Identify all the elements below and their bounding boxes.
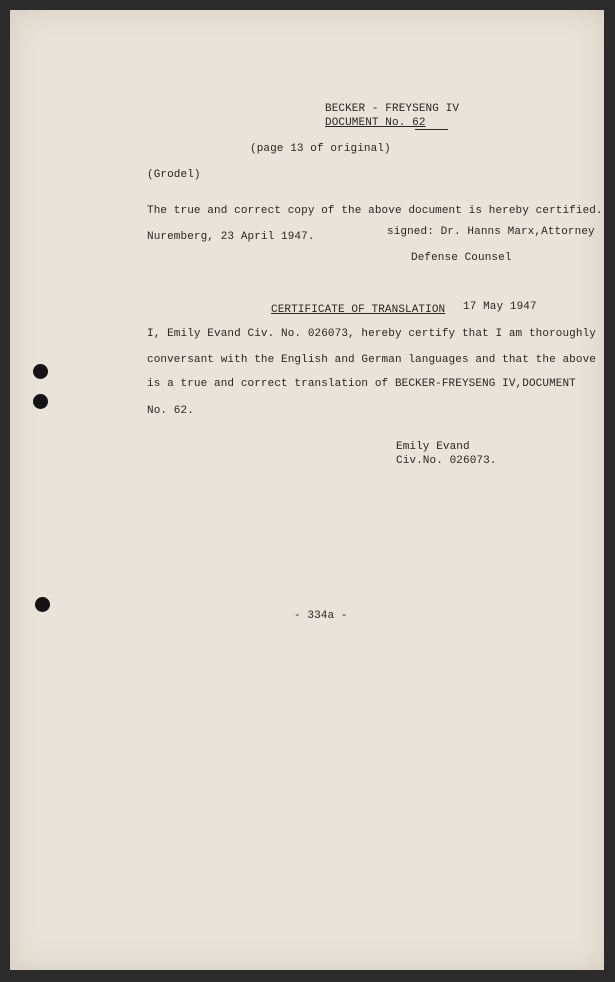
certification-signed: signed: Dr. Hanns Marx,Attorney bbox=[387, 226, 595, 238]
page-reference: (page 13 of original) bbox=[250, 143, 391, 155]
header-line-2: DOCUMENT No. 62 bbox=[325, 117, 426, 129]
translation-body-line: I, Emily Evand Civ. No. 026073, hereby certify that I am thoroughly bbox=[147, 328, 596, 340]
punch-hole bbox=[35, 597, 50, 612]
signer-name: (Grodel) bbox=[147, 169, 201, 181]
translator-signature-civ: Civ.No. 026073. bbox=[396, 455, 497, 467]
translation-certificate-title: CERTIFICATE OF TRANSLATION bbox=[271, 304, 446, 316]
certification-statement: The true and correct copy of the above document is hereby certified. bbox=[147, 205, 603, 217]
translation-body-line: is a true and correct translation of BECKER-FREYSENG IV,DOCUMENT bbox=[147, 378, 576, 390]
document-page bbox=[10, 10, 604, 970]
header-line-1: BECKER - FREYSENG IV bbox=[325, 103, 460, 115]
translator-signature-name: Emily Evand bbox=[396, 441, 470, 453]
translation-body-line: conversant with the English and German languages and that the above bbox=[147, 354, 596, 366]
page-number: - 334a - bbox=[294, 610, 348, 622]
translation-certificate-date: 17 May 1947 bbox=[463, 301, 537, 313]
certification-title: Defense Counsel bbox=[411, 252, 512, 264]
punch-hole bbox=[33, 364, 48, 379]
header-underline bbox=[415, 129, 448, 130]
translation-body-line: No. 62. bbox=[147, 405, 194, 417]
punch-hole bbox=[33, 394, 48, 409]
certification-place-date: Nuremberg, 23 April 1947. bbox=[147, 231, 315, 243]
